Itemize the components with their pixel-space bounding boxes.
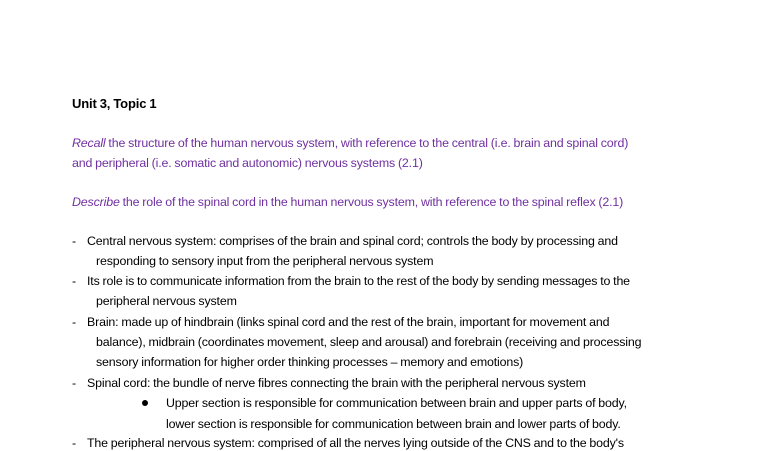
note-brain-line-1: Brain: made up of hindbrain (links spinal cord and the rest of the brain, important for movement and <box>87 315 610 329</box>
list-dash: - <box>72 234 76 248</box>
list-dash: - <box>72 436 76 450</box>
objective-recall-line-2: and peripheral (i.e. somatic and autonomic) nervous systems (2.1) <box>72 156 423 170</box>
sub-bullet-line-2: lower section is responsible for communication between brain and lower parts of body. <box>166 417 621 431</box>
list-dash: - <box>72 315 76 329</box>
list-dash: - <box>72 274 76 288</box>
note-role-line-1: Its role is to communicate information from the brain to the rest of the body by sending messages to the <box>87 274 630 288</box>
objective-verb-describe: Describe <box>72 195 120 209</box>
objective-recall-text: the structure of the human nervous system, with reference to the central (i.e. brain and spinal cord) <box>105 136 629 150</box>
list-dash: - <box>72 376 76 390</box>
objective-recall-line-1 <box>72 136 628 151</box>
note-cns-line-1: Central nervous system: comprises of the brain and spinal cord; controls the body by processing and <box>87 234 618 248</box>
bullet-icon <box>142 400 148 406</box>
note-cns-line-2: responding to sensory input from the peripheral nervous system <box>96 254 434 268</box>
note-role-line-2: peripheral nervous system <box>96 294 237 308</box>
document-heading: Unit 3, Topic 1 <box>72 96 157 111</box>
note-spinal-cord-line: Spinal cord: the bundle of nerve fibres connecting the brain with the peripheral nervous system <box>87 376 586 390</box>
objective-describe-text: the role of the spinal cord in the human nervous system, with reference to the spinal reflex (2.1) <box>119 195 624 209</box>
note-pns-line-partial: The peripheral nervous system: comprised of all the nerves lying outside of the CNS and to the body's <box>87 436 624 450</box>
sub-bullet-line-1: Upper section is responsible for communication between brain and upper parts of body, <box>166 396 627 410</box>
note-brain-line-2: balance), midbrain (coordinates movement, sleep and arousal) and forebrain (receiving and processing <box>96 335 642 349</box>
objective-describe-line <box>72 195 623 210</box>
note-brain-line-3: sensory information for higher order thinking processes – memory and emotions) <box>96 355 524 369</box>
objective-verb-recall: Recall <box>72 136 106 150</box>
